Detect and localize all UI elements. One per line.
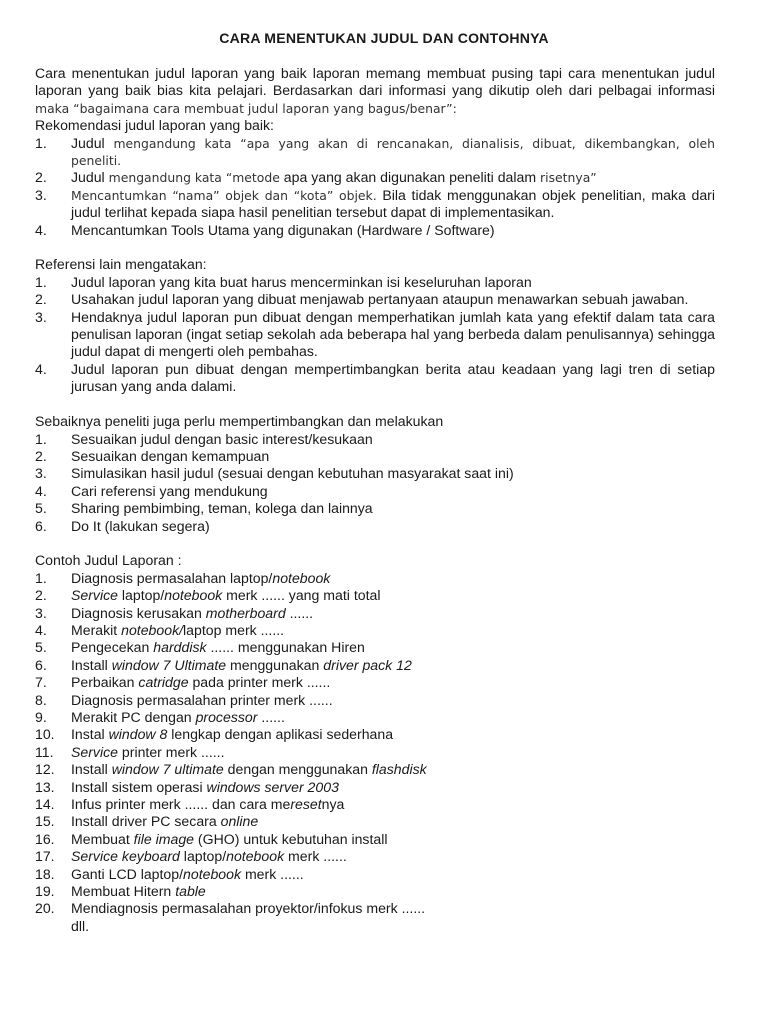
item-text: nya xyxy=(321,796,345,813)
item-number: 8. xyxy=(35,691,47,708)
intro-question: maka “bagaimana cara membuat judul laporan yang bagus/benar”: xyxy=(35,100,457,116)
item-text: Membuat Hitern xyxy=(71,883,176,900)
item-text: notebook xyxy=(164,587,223,604)
item-text: Infus printer merk ...... dan cara me xyxy=(71,796,291,813)
item-text: Service xyxy=(71,743,118,760)
item-text: Simulasikan hasil judul (sesuai dengan kebutuhan masyarakat saat ini) xyxy=(71,465,514,482)
list-item xyxy=(35,518,715,535)
item-text: printer merk ...... xyxy=(118,743,225,760)
item-text: online xyxy=(220,813,259,830)
item-text: window 7 Ultimate xyxy=(111,656,227,673)
item-number: 10. xyxy=(35,726,55,743)
item-text: Install driver PC secara xyxy=(71,813,221,830)
item-text: merk ...... yang mati total xyxy=(222,587,381,604)
item-text: Judul laporan yang kita buat harus mencerminkan isi keseluruhan laporan xyxy=(71,273,532,290)
item-number: 6. xyxy=(35,517,47,534)
item-text: Do It (lakukan segera) xyxy=(71,517,210,534)
item-text: Cari referensi yang mendukung xyxy=(71,482,268,499)
list-item xyxy=(35,222,715,239)
list-item xyxy=(35,309,715,361)
item-text: Bila tidak menggunakan objek penelitian, maka dari judul terlihat kepada siapa hasil penelitian tersebut dapat di implementasikan. xyxy=(71,186,715,221)
list-item xyxy=(35,187,715,222)
item-text: notebook/ xyxy=(121,621,184,638)
item-text: merk ...... xyxy=(241,865,304,882)
item-number: 1. xyxy=(35,569,47,586)
item-text: notebook xyxy=(226,848,285,865)
list-item xyxy=(35,135,715,170)
item-text: Diagnosis permasalahan laptop/ xyxy=(71,569,273,586)
item-text: Ganti LCD laptop/ xyxy=(71,865,184,882)
item-text: notebook xyxy=(183,865,242,882)
contoh-heading: Contoh Judul Laporan : xyxy=(35,552,182,569)
item-text: harddisk xyxy=(153,639,207,656)
item-number: 19. xyxy=(35,883,55,900)
item-text: Sharing pembimbing, teman, kolega dan lainnya xyxy=(71,500,373,517)
item-text: notebook xyxy=(272,569,331,586)
item-number: 4. xyxy=(35,621,47,638)
item-number: 3. xyxy=(35,465,47,482)
item-number: 20. xyxy=(35,900,55,917)
list-item xyxy=(35,605,715,622)
item-text: Install xyxy=(71,761,112,778)
item-text: driver pack 12 xyxy=(323,656,412,673)
item-text: processor xyxy=(195,708,258,725)
list-item xyxy=(35,779,715,796)
list-item xyxy=(35,796,715,813)
item-text: catridge xyxy=(138,674,189,691)
list-item xyxy=(35,570,715,587)
item-text: Service xyxy=(71,587,118,604)
item-text: Judul laporan pun dibuat dengan mempertimbangkan berita atau keadaan yang lagi tren di setiap jurusan yang anda dalami. xyxy=(71,360,715,395)
item-number: 12. xyxy=(35,761,55,778)
item-number: 17. xyxy=(35,848,55,865)
list-item xyxy=(35,587,715,604)
item-text: laptop/ xyxy=(118,587,165,604)
item-text: windows server 2003 xyxy=(206,778,339,795)
item-number: 4. xyxy=(35,221,47,238)
item-text: laptop merk ...... xyxy=(183,621,285,638)
item-text: window 8 xyxy=(108,726,168,743)
sebaiknya-list xyxy=(35,431,715,535)
item-text: Hendaknya judul laporan pun dibuat dengan memperhatikan jumlah kata yang efektif dalam tata cara penulisan laporan (ingat setiap sekolah ada beberapa hal yang berbeda dalam penulisannya) sehingga judul dapat di mengerti oleh pembahas. xyxy=(71,308,715,360)
item-number: 2. xyxy=(35,587,47,604)
item-number: 13. xyxy=(35,778,55,795)
item-number: 1. xyxy=(35,134,47,151)
item-number: 3. xyxy=(35,186,47,203)
item-number: 14. xyxy=(35,796,55,813)
sebaiknya-heading: Sebaiknya peneliti juga perlu mempertimbangkan dan melakukan xyxy=(35,413,444,430)
list-item xyxy=(35,813,715,830)
list-item xyxy=(35,622,715,639)
item-text: Judul xyxy=(71,169,105,186)
item-text: ...... xyxy=(257,708,285,725)
list-item xyxy=(35,726,715,743)
item-text: mengandung kata “metode xyxy=(104,170,280,186)
rekomendasi-list xyxy=(35,135,715,239)
item-text: Usahakan judul laporan yang dibuat menjawab pertanyaan ataupun menawarkan sebuah jawaban. xyxy=(71,291,689,308)
item-text: reset xyxy=(290,796,322,813)
item-number: 3. xyxy=(35,604,47,621)
item-number: 2. xyxy=(35,169,47,186)
item-number: 16. xyxy=(35,830,55,847)
item-text: (GHO) untuk kebutuhan install xyxy=(194,830,388,847)
list-item xyxy=(35,848,715,865)
item-text: ...... xyxy=(285,604,314,621)
item-number: 11. xyxy=(35,743,54,760)
list-item xyxy=(35,448,715,465)
item-number: 1. xyxy=(35,273,47,290)
item-text: Diagnosis permasalahan printer merk ...... xyxy=(71,691,333,708)
list-item xyxy=(35,709,715,726)
item-text: Merakit xyxy=(71,621,122,638)
item-text: mengandung kata “apa yang akan di rencanakan, dianalisis, dibuat, dikembangkan, oleh peneliti. xyxy=(71,135,715,169)
list-item xyxy=(35,900,715,917)
item-text: motherboard xyxy=(205,604,286,621)
item-number: 18. xyxy=(35,865,55,882)
item-number: 7. xyxy=(35,674,47,691)
list-item xyxy=(35,831,715,848)
item-text: Instal xyxy=(71,726,109,743)
item-number: 4. xyxy=(35,360,47,377)
item-text: file image xyxy=(133,830,194,847)
item-text: lengkap dengan aplikasi sederhana xyxy=(167,726,394,743)
page-title: CARA MENENTUKAN JUDUL DAN CONTOHNYA xyxy=(219,30,549,46)
item-number: 2. xyxy=(35,291,47,308)
item-text: pada printer merk ...... xyxy=(188,674,331,691)
item-number: 5. xyxy=(35,639,47,656)
item-text: Install sistem operasi xyxy=(71,778,207,795)
item-text: Perbaikan xyxy=(71,674,139,691)
closing-text: dll. xyxy=(71,917,90,934)
item-text: Mencantumkan “nama” objek dan “kota” objek. xyxy=(71,187,377,203)
item-text: merk ...... xyxy=(284,848,347,865)
item-number: 1. xyxy=(35,430,47,447)
list-item xyxy=(35,274,715,291)
item-text: Sesuaikan judul dengan basic interest/kesukaan xyxy=(71,430,373,447)
list-item xyxy=(35,361,715,396)
list-item xyxy=(35,169,715,186)
item-text: Service keyboard xyxy=(71,848,180,865)
item-number: 9. xyxy=(35,708,47,725)
list-item xyxy=(35,692,715,709)
intro-text: Cara menentukan judul laporan yang baik laporan memang membuat pusing tapi cara menentukan judul laporan yang baik bias kita pelajari. Berdasarkan dari informasi yang dikutip oleh dari pelbagai informasi xyxy=(35,65,715,99)
item-text: dengan menggunakan xyxy=(223,761,372,778)
list-item xyxy=(35,639,715,656)
rekomendasi-heading: Rekomendasi judul laporan yang baik: xyxy=(35,117,274,134)
list-item xyxy=(35,866,715,883)
item-number: 15. xyxy=(35,813,55,830)
item-text: ...... menggunakan Hiren xyxy=(206,639,365,656)
list-item xyxy=(35,761,715,778)
item-text: Membuat xyxy=(71,830,134,847)
item-number: 6. xyxy=(35,656,47,673)
list-item xyxy=(35,431,715,448)
item-text: table xyxy=(175,883,206,900)
item-text: apa yang akan digunakan peneliti dalam xyxy=(279,169,537,186)
item-text: Mencantumkan Tools Utama yang digunakan (Hardware / Software) xyxy=(71,221,495,238)
item-text: laptop/ xyxy=(179,848,227,865)
item-number: 2. xyxy=(35,447,47,464)
list-item xyxy=(35,483,715,500)
list-item xyxy=(35,291,715,308)
list-item xyxy=(35,674,715,691)
item-number: 4. xyxy=(35,482,47,499)
item-text: Judul xyxy=(71,134,105,151)
list-item xyxy=(35,500,715,517)
item-number: 5. xyxy=(35,500,47,517)
referensi-list xyxy=(35,274,715,396)
list-item xyxy=(35,657,715,674)
item-text: Diagnosis kerusakan xyxy=(71,604,206,621)
list-item xyxy=(35,883,715,900)
document-body xyxy=(35,65,715,935)
intro-paragraph xyxy=(35,65,715,117)
item-text: Install xyxy=(71,656,112,673)
contoh-list xyxy=(35,570,715,918)
item-text: menggunakan xyxy=(226,656,324,673)
item-text: window 7 ultimate xyxy=(111,761,224,778)
item-text: risetnya” xyxy=(536,170,597,186)
item-text: Sesuaikan dengan kemampuan xyxy=(71,447,270,464)
item-number: 3. xyxy=(35,308,47,325)
item-text: Pengecekan xyxy=(71,639,154,656)
referensi-heading: Referensi lain mengatakan: xyxy=(35,256,207,273)
item-text: flashdisk xyxy=(371,761,427,778)
item-text: Mendiagnosis permasalahan proyektor/infokus merk ...... xyxy=(71,900,426,917)
list-item xyxy=(35,744,715,761)
item-text: Merakit PC dengan xyxy=(71,708,196,725)
list-item xyxy=(35,465,715,482)
